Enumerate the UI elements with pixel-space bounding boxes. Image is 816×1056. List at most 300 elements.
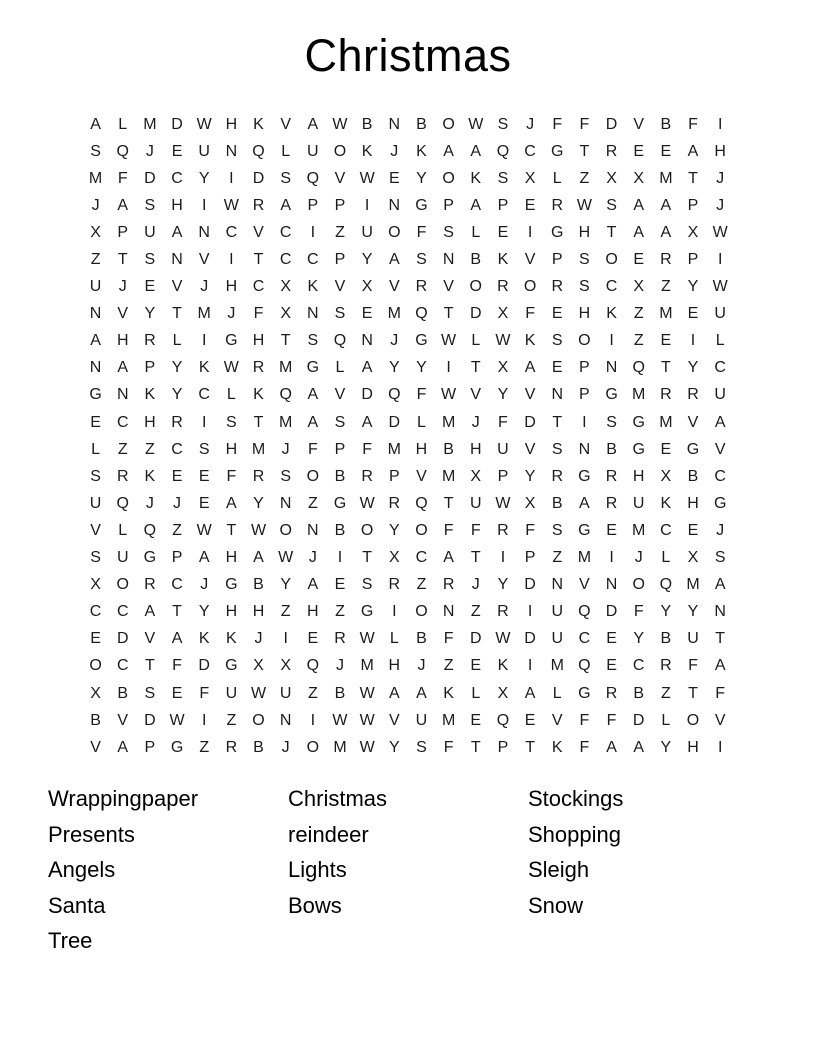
grid-cell: W [223, 359, 239, 377]
grid-cell: K [497, 251, 509, 269]
grid-cell: A [524, 359, 536, 377]
grid-cell: A [171, 630, 183, 648]
grid-cell: X [497, 359, 509, 377]
grid-cell: F [443, 738, 454, 756]
grid-cell: P [497, 196, 509, 214]
grid-cell: Q [388, 386, 401, 404]
grid-cell: A [361, 413, 373, 431]
grid-cell: B [606, 440, 617, 458]
grid-cell: F [715, 684, 726, 702]
grid-cell: V [687, 413, 699, 431]
grid-cell: J [281, 440, 290, 458]
grid-cell: X [497, 684, 509, 702]
grid-cell: K [253, 386, 264, 404]
word-list-column [288, 781, 387, 923]
grid-cell: X [388, 549, 400, 567]
grid-cell: H [225, 278, 238, 296]
grid-cell: T [145, 657, 155, 675]
grid-cell: N [578, 440, 591, 458]
grid-cell: S [334, 413, 346, 431]
grid-cell: B [90, 711, 101, 729]
grid-cell: S [144, 251, 156, 269]
grid-cell: Z [307, 684, 318, 702]
grid-cell: G [89, 386, 102, 404]
grid-cell: S [90, 549, 101, 567]
grid-cell: K [470, 169, 482, 187]
grid-cell: L [417, 413, 426, 431]
grid-cell: D [116, 630, 129, 648]
grid-cell: I [201, 332, 207, 350]
grid-cell: Z [633, 332, 644, 350]
grid-cell: I [201, 196, 207, 214]
grid-cell: P [334, 251, 346, 269]
grid-cell: M [441, 711, 456, 729]
grid-cell: C [660, 521, 672, 539]
grid-cell: B [361, 115, 373, 133]
grid-cell: D [605, 603, 618, 621]
grid-cell: M [632, 521, 646, 539]
grid-cell: L [335, 359, 345, 377]
grid-cell: E [470, 657, 482, 675]
grid-cell: A [280, 196, 291, 214]
grid-cell: W [196, 521, 212, 539]
grid-cell: Z [117, 440, 128, 458]
grid-cell: A [660, 196, 672, 214]
grid-cell: P [579, 359, 590, 377]
grid-cell: B [416, 115, 427, 133]
grid-cell: J [716, 196, 725, 214]
word-search-grid [82, 111, 734, 761]
grid-cell: W [359, 494, 375, 512]
grid-cell: S [280, 467, 291, 485]
grid-cell: N [307, 305, 319, 323]
grid-cell: F [443, 630, 454, 648]
grid-cell: R [252, 467, 265, 485]
grid-cell: F [253, 305, 264, 323]
grid-cell: F [117, 169, 128, 187]
word-list-item: Santa [48, 892, 106, 918]
grid-cell: I [609, 332, 614, 350]
grid-cell: A [443, 549, 454, 567]
grid-cell: F [552, 115, 563, 133]
grid-cell: M [251, 440, 266, 458]
grid-cell: M [659, 305, 673, 323]
word-list-item: Sleigh [528, 857, 590, 883]
grid-cell: J [173, 494, 182, 512]
grid-cell: M [441, 413, 456, 431]
grid-cell: E [633, 251, 645, 269]
grid-cell: U [714, 386, 726, 404]
grid-cell: N [551, 386, 564, 404]
grid-cell: P [171, 549, 183, 567]
grid-cell: A [606, 738, 617, 756]
grid-cell: S [144, 196, 156, 214]
grid-cell: E [470, 711, 482, 729]
grid-cell: P [497, 467, 509, 485]
grid-cell: R [605, 494, 618, 512]
grid-cell: A [226, 494, 237, 512]
grid-cell: W [332, 115, 348, 133]
grid-cell: S [226, 413, 237, 431]
grid-cell: X [524, 494, 536, 512]
grid-cell: L [661, 549, 671, 567]
grid-cell: T [172, 305, 182, 323]
grid-cell: R [252, 196, 265, 214]
grid-cell: R [687, 386, 699, 404]
grid-cell: N [388, 196, 401, 214]
grid-cell: W [495, 630, 511, 648]
grid-cell: R [144, 332, 156, 350]
grid-cell: W [223, 196, 239, 214]
word-list-item: Lights [288, 857, 347, 883]
grid-cell: L [281, 142, 291, 160]
grid-cell: V [524, 440, 536, 458]
grid-cell: Z [307, 494, 318, 512]
grid-cell: G [632, 413, 645, 431]
grid-cell: V [416, 467, 427, 485]
grid-cell: O [279, 521, 292, 539]
grid-cell: X [497, 305, 509, 323]
grid-cell: Q [116, 142, 129, 160]
grid-cell: G [225, 576, 238, 594]
grid-cell: Y [524, 467, 536, 485]
grid-cell: Y [687, 359, 699, 377]
grid-cell: P [307, 196, 319, 214]
grid-cell: Z [443, 657, 454, 675]
grid-cell: B [660, 115, 672, 133]
grid-cell: W [495, 332, 511, 350]
grid-cell: T [606, 223, 617, 241]
grid-cell: L [471, 223, 481, 241]
grid-cell: Q [279, 386, 292, 404]
grid-cell: C [89, 603, 102, 621]
grid-cell: L [389, 630, 399, 648]
grid-cell: M [659, 413, 673, 431]
grid-cell: A [388, 684, 400, 702]
grid-cell: L [552, 169, 562, 187]
grid-cell: J [308, 549, 317, 567]
grid-cell: T [362, 549, 373, 567]
grid-cell: W [196, 115, 212, 133]
grid-cell: K [524, 332, 536, 350]
grid-cell: X [606, 169, 617, 187]
grid-cell: N [225, 142, 238, 160]
grid-cell: S [579, 278, 590, 296]
grid-cell: P [144, 738, 156, 756]
grid-cell: T [280, 332, 291, 350]
grid-cell: T [253, 413, 264, 431]
grid-cell: U [632, 494, 645, 512]
grid-cell: J [200, 576, 209, 594]
grid-cell: A [388, 251, 400, 269]
grid-cell: W [441, 386, 457, 404]
grid-cell: G [143, 549, 157, 567]
grid-cell: M [387, 305, 401, 323]
grid-cell: G [578, 467, 591, 485]
grid-cell: A [633, 196, 645, 214]
grid-cell: F [579, 115, 590, 133]
grid-cell: I [717, 738, 723, 756]
grid-cell: U [361, 223, 373, 241]
grid-cell: Y [687, 603, 699, 621]
grid-cell: P [117, 223, 129, 241]
word-list-item: Angels [48, 857, 116, 883]
grid-cell: R [605, 684, 618, 702]
grid-cell: F [606, 711, 617, 729]
grid-cell: U [687, 630, 699, 648]
grid-cell: M [197, 305, 211, 323]
grid-cell: T [443, 305, 454, 323]
grid-cell: F [688, 657, 698, 675]
grid-cell: Y [361, 251, 373, 269]
grid-cell: V [388, 278, 400, 296]
grid-cell: O [252, 711, 265, 729]
grid-cell: V [90, 738, 101, 756]
grid-cell: X [90, 684, 101, 702]
grid-cell: L [91, 440, 101, 458]
grid-cell: U [279, 684, 292, 702]
grid-cell: E [687, 521, 699, 539]
grid-cell: D [632, 711, 645, 729]
grid-cell: A [198, 549, 210, 567]
grid-cell: V [117, 711, 129, 729]
word-list-column [48, 781, 198, 959]
grid-cell: M [143, 115, 157, 133]
grid-cell: B [660, 630, 672, 648]
grid-cell: Z [226, 711, 237, 729]
grid-cell: Y [660, 603, 672, 621]
grid-cell: S [497, 169, 509, 187]
grid-cell: Z [90, 251, 101, 269]
grid-cell: G [333, 494, 347, 512]
grid-cell: G [170, 738, 184, 756]
grid-cell: N [198, 223, 210, 241]
grid-cell: E [497, 223, 509, 241]
grid-cell: B [334, 684, 346, 702]
grid-cell: T [443, 494, 454, 512]
grid-cell: C [171, 576, 183, 594]
grid-cell: T [470, 738, 481, 756]
grid-cell: E [606, 521, 617, 539]
grid-cell: W [250, 521, 267, 539]
grid-cell: M [441, 467, 456, 485]
grid-cell: G [306, 359, 320, 377]
grid-cell: E [90, 413, 101, 431]
grid-cell: V [334, 169, 346, 187]
grid-cell: J [390, 332, 399, 350]
grid-cell: A [117, 196, 129, 214]
grid-cell: H [388, 657, 401, 675]
grid-cell: G [605, 386, 618, 404]
grid-cell: M [632, 386, 646, 404]
grid-cell: B [443, 440, 454, 458]
grid-cell: Y [253, 494, 264, 512]
grid-cell: Q [415, 494, 428, 512]
grid-cell: E [198, 494, 210, 512]
grid-cell: P [524, 549, 536, 567]
grid-cell: F [172, 657, 182, 675]
grid-cell: N [279, 711, 292, 729]
grid-cell: J [118, 278, 127, 296]
grid-cell: X [90, 576, 101, 594]
grid-cell: W [359, 169, 375, 187]
grid-cell: Z [579, 169, 590, 187]
grid-cell: O [306, 738, 320, 756]
grid-cell: B [253, 576, 264, 594]
grid-cell: U [225, 684, 238, 702]
grid-cell: L [172, 332, 182, 350]
grid-cell: H [469, 440, 482, 458]
grid-cell: S [416, 251, 427, 269]
grid-cell: V [579, 576, 590, 594]
grid-cell: R [388, 494, 401, 512]
grid-cell: D [388, 413, 401, 431]
grid-cell: I [717, 251, 723, 269]
grid-cell: U [116, 549, 129, 567]
grid-cell: Q [496, 142, 510, 160]
grid-cell: I [310, 711, 316, 729]
grid-cell: Z [633, 305, 644, 323]
grid-cell: Y [660, 738, 672, 756]
grid-cell: I [609, 549, 614, 567]
grid-cell: E [524, 711, 536, 729]
grid-cell: C [116, 603, 129, 621]
grid-cell: I [500, 549, 506, 567]
grid-cell: Q [578, 657, 591, 675]
grid-cell: E [633, 142, 645, 160]
grid-cell: H [225, 603, 238, 621]
grid-cell: G [415, 196, 428, 214]
grid-cell: O [388, 223, 401, 241]
grid-cell: K [361, 142, 373, 160]
grid-cell: T [470, 359, 481, 377]
grid-cell: I [527, 223, 533, 241]
grid-cell: X [253, 657, 264, 675]
grid-cell: V [90, 521, 101, 539]
grid-cell: M [577, 549, 592, 567]
grid-cell: A [171, 223, 183, 241]
grid-cell: K [551, 738, 563, 756]
grid-cell: S [90, 142, 101, 160]
grid-cell: R [551, 278, 564, 296]
grid-cell: R [605, 142, 618, 160]
grid-cell: R [171, 413, 183, 431]
grid-cell: J [471, 576, 480, 594]
grid-cell: U [497, 440, 509, 458]
grid-cell: R [660, 251, 672, 269]
grid-cell: G [686, 440, 700, 458]
grid-cell: A [633, 738, 645, 756]
grid-cell: R [551, 196, 564, 214]
grid-cell: V [443, 278, 454, 296]
grid-cell: E [551, 359, 563, 377]
grid-cell: F [470, 521, 481, 539]
grid-cell: K [253, 115, 264, 133]
grid-cell: F [498, 413, 508, 431]
grid-cell: C [198, 386, 210, 404]
word-list-item: reindeer [288, 821, 369, 847]
grid-cell: W [576, 196, 592, 214]
grid-cell: C [714, 467, 726, 485]
grid-cell: A [687, 142, 699, 160]
grid-cell: C [225, 223, 238, 241]
grid-cell: E [660, 142, 672, 160]
grid-cell: N [442, 251, 455, 269]
grid-cell: I [229, 251, 234, 269]
grid-cell: R [497, 521, 509, 539]
word-list-item: Bows [288, 892, 342, 918]
grid-cell: F [416, 223, 427, 241]
grid-cell: S [443, 223, 454, 241]
grid-cell: G [225, 332, 238, 350]
grid-cell: N [116, 386, 129, 404]
grid-cell: Y [388, 359, 400, 377]
grid-cell: I [527, 657, 533, 675]
grid-cell: H [578, 223, 591, 241]
grid-cell: V [198, 251, 210, 269]
grid-cell: K [307, 278, 319, 296]
grid-cell: I [392, 603, 397, 621]
grid-cell: I [229, 169, 234, 187]
grid-cell: D [144, 169, 156, 187]
grid-cell: A [714, 576, 726, 594]
grid-cell: H [252, 332, 265, 350]
word-list-item: Wrappingpaper [48, 786, 199, 811]
grid-cell: W [359, 630, 375, 648]
grid-cell: A [660, 223, 672, 241]
grid-cell: H [578, 305, 591, 323]
grid-cell: R [605, 467, 618, 485]
grid-cell: Z [416, 576, 427, 594]
grid-cell: W [712, 278, 728, 296]
grid-cell: X [524, 169, 536, 187]
grid-cell: N [89, 305, 102, 323]
grid-cell: W [468, 115, 484, 133]
grid-cell: L [471, 684, 481, 702]
grid-cell: B [551, 494, 563, 512]
grid-cell: T [226, 521, 237, 539]
grid-cell: M [387, 440, 401, 458]
grid-cell: C [714, 359, 726, 377]
grid-cell: B [470, 251, 482, 269]
grid-cell: K [226, 630, 237, 648]
grid-cell: S [606, 413, 617, 431]
grid-cell: P [579, 386, 590, 404]
grid-cell: V [524, 251, 536, 269]
grid-cell: I [582, 413, 587, 431]
grid-cell: O [89, 657, 102, 675]
grid-cell: K [606, 305, 617, 323]
grid-cell: S [361, 576, 373, 594]
grid-cell: Y [687, 278, 699, 296]
grid-cell: H [687, 738, 699, 756]
grid-cell: F [633, 603, 644, 621]
grid-cell: R [252, 359, 265, 377]
word-list-item: Shopping [528, 821, 621, 847]
grid-cell: N [605, 359, 618, 377]
grid-cell: O [333, 142, 347, 160]
grid-cell: J [145, 494, 154, 512]
grid-cell: L [118, 115, 128, 133]
grid-cell: H [252, 603, 265, 621]
grid-cell: R [144, 576, 156, 594]
grid-cell: Z [335, 223, 345, 241]
grid-cell: P [334, 196, 346, 214]
word-list-item: Presents [48, 821, 135, 847]
grid-cell: I [310, 223, 316, 241]
grid-cell: Q [415, 305, 428, 323]
grid-cell: J [254, 630, 263, 648]
